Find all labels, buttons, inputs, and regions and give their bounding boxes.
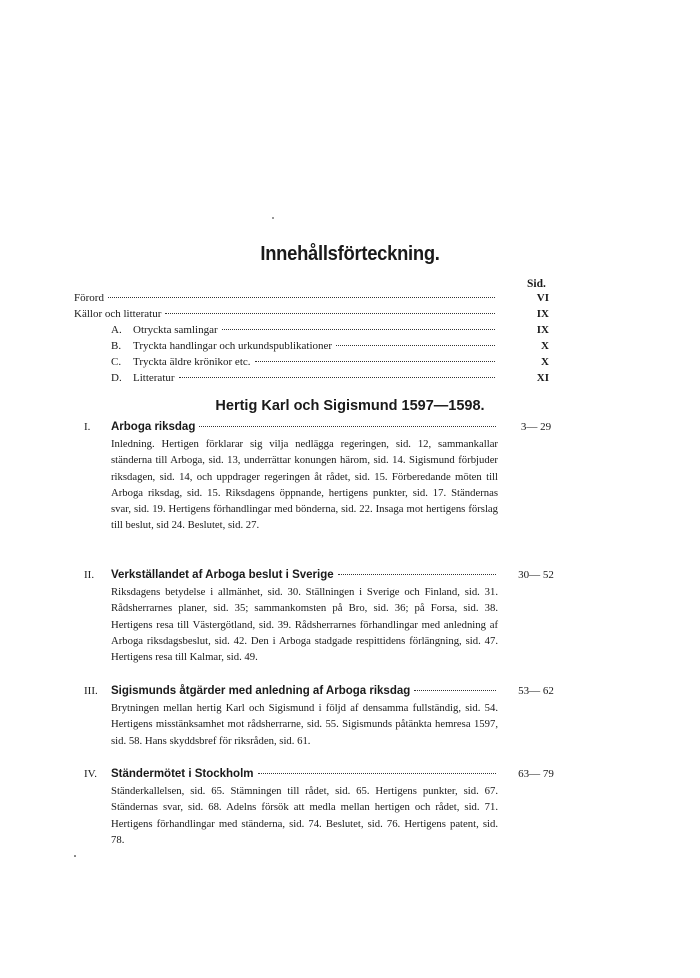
chapter-number: III. — [84, 685, 98, 697]
toc-label: Tryckta äldre krönikor etc. — [133, 356, 251, 368]
toc-letter: A. — [111, 324, 122, 336]
chapter-pages: 3— 29 — [520, 421, 552, 433]
dot-leader — [338, 574, 496, 575]
part-title: Hertig Karl och Sigismund 1597—1598. — [215, 398, 485, 414]
toc-label: Förord — [74, 292, 104, 304]
toc-page-number: IX — [536, 308, 549, 320]
chapter-pages: 63— 79 — [518, 768, 554, 780]
toc-row-source-a — [111, 323, 549, 338]
toc-label: Litteratur — [133, 372, 175, 384]
toc-letter: C. — [111, 356, 122, 368]
toc-label: Källor och litteratur — [74, 308, 162, 320]
chapter-heading — [111, 420, 498, 435]
chapter-pages: 53— 62 — [518, 685, 554, 697]
toc-letter: B. — [111, 340, 122, 352]
chapter-summary: Ständerkallelsen, sid. 65. Stämningen till rådet, sid. 65. Hertigens punkter, sid. 67. Ständernas svar, sid. 68. Adelns försök att medla mellan hertigen och rådet, sid. 71. Hertigens förhandlingar med ständerna, sid. 74. Beslutet, sid. 76. Hertigens patent, sid. 78. — [111, 785, 498, 846]
chapter-summary: Brytningen mellan hertig Karl och Sigismund i följd af densamma fullständig, sid. 54. Hertigens misstänksamhet mot rådsherrarne, sid. 55. Sigismunds påtänkta hemresa 1597, sid. 58. Hans skyddsbref för riksråden, sid. 61. — [111, 702, 498, 747]
chapter-title: Sigismunds åtgärder med anledning af Arboga riksdag — [111, 685, 411, 697]
dot-leader — [222, 329, 495, 330]
chapter-number: II. — [84, 569, 95, 581]
page-title: Innehållsförteckning. — [260, 243, 440, 265]
print-speck — [74, 855, 76, 857]
chapter-heading — [111, 568, 498, 583]
toc-page-number: XI — [536, 372, 549, 384]
toc-row-forord — [74, 291, 549, 306]
toc-letter: D. — [111, 372, 122, 384]
toc-page-number: IX — [536, 324, 549, 336]
dot-leader — [165, 313, 495, 314]
chapter-pages: 30— 52 — [518, 569, 554, 581]
toc-label: Otryckta samlingar — [133, 324, 218, 336]
chapter-heading — [111, 684, 498, 699]
chapter-number: IV. — [84, 768, 97, 780]
dot-leader — [179, 377, 495, 378]
dot-leader — [336, 345, 495, 346]
toc-row-kallor — [74, 307, 549, 322]
dot-leader — [255, 361, 495, 362]
chapter-title: Verkställandet af Arboga beslut i Sverige — [111, 569, 334, 581]
dot-leader — [258, 773, 497, 774]
chapter-title: Ständermötet i Stockholm — [111, 768, 254, 780]
toc-row-source-d — [111, 371, 549, 386]
toc-page-number: X — [541, 340, 549, 352]
dot-leader — [414, 690, 496, 691]
toc-row-source-b — [111, 339, 549, 354]
toc-page-number: X — [541, 356, 549, 368]
chapter-title: Arboga riksdag — [111, 421, 196, 433]
toc-page-number: VI — [536, 292, 549, 304]
toc-label: Tryckta handlingar och urkundspublikationer — [133, 340, 333, 352]
print-speck — [272, 217, 274, 219]
chapter-summary: Inledning. Hertigen förklarar sig vilja nedlägga regeringen, sid. 12, sammankallar ständerna till Arboga, sid. 13, underrättar konungen härom, sid. 14. Sigismund förbjuder riksdagen, sid. 14, och uppdrager regeringen åt rådet, sid. 15. Förberedande möten till Arboga riksdag, sid. 15. Riksdagens öppnande, hertigens punkter, sid. 17. Ständernas svar, sid. 19. Hertigens förhandlingar med bönderna, sid. 22. Insaga mot hertigens förslag till beslut, sid 24. Beslutet, sid. 27. — [111, 438, 498, 532]
dot-leader — [108, 297, 495, 298]
page-column-header: Sid. — [527, 278, 546, 290]
chapter-heading — [111, 767, 498, 782]
chapter-number: I. — [84, 421, 91, 433]
chapter-summary: Riksdagens betydelse i allmänhet, sid. 30. Ställningen i Sverige och Finland, sid. 31. Rådsherrarnes planer, sid. 35; sammankomsten på Bro, sid. 36; på Forsa, sid. 38. Hertigens resa till Västergötland, sid. 39. Rådsherrarnes förhandlingar med anledning af Arboga riksdagsbeslut, sid. 42. Den i Arboga stadgade respittidens förlängning, sid. 47. Hertigens resa till Kalmar, sid. 49. — [111, 586, 498, 664]
dot-leader — [199, 426, 496, 427]
toc-row-source-c — [111, 355, 549, 370]
